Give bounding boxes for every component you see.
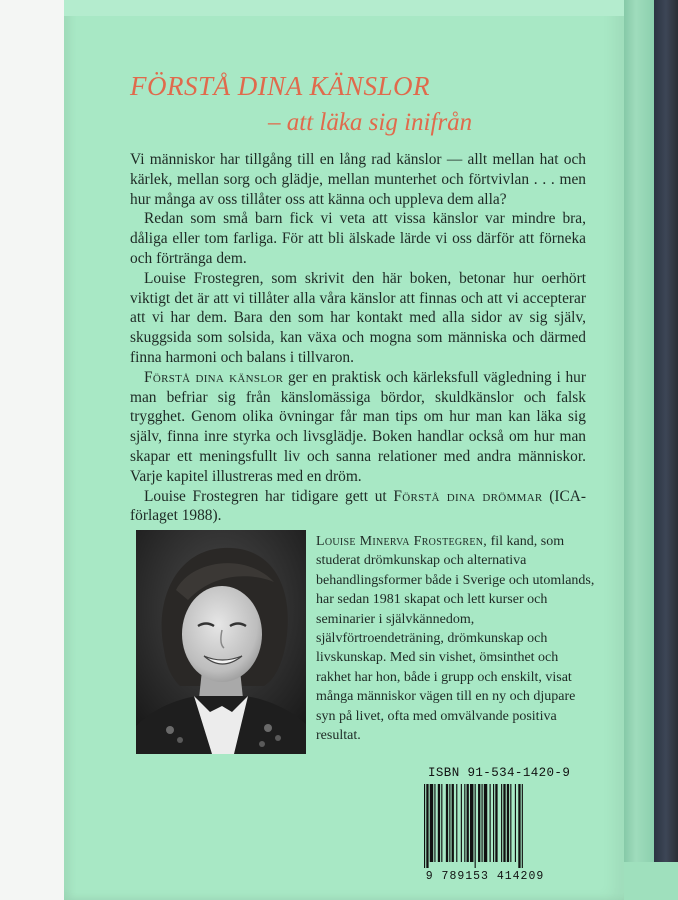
- barcode-bar: [449, 784, 450, 862]
- barcode-bar: [456, 784, 457, 862]
- barcode-bar: [475, 784, 476, 868]
- cover-board-edge: [624, 0, 654, 900]
- barcode-bar: [470, 784, 473, 862]
- barcode-bar: [510, 784, 511, 862]
- author-name: Louise Minerva Frostegren,: [316, 534, 488, 549]
- barcode-bar: [441, 784, 442, 862]
- barcode-bar: [467, 784, 469, 862]
- barcode-bar: [478, 784, 480, 862]
- barcode-bar: [434, 784, 435, 862]
- barcode-bar: [438, 784, 440, 862]
- barcode-bars: [420, 782, 550, 870]
- barcode-bar: [446, 784, 448, 862]
- barcode-bar: [482, 784, 483, 862]
- blurb-paragraph-3: Louise Frostegren, som skrivit den här boken, betonar hur oerhört viktigt det är att vi tillåter alla våra känslor att finnas och att vi accepterar att vi har dem. Bara den som har kontakt med alla sidor av sig själv, skuggsida som solsida, kan växa och mogna som människa och därmed finna harmoni och balans i tillvaron.: [130, 269, 586, 366]
- book-subtitle: – att läka sig inifrån: [268, 109, 473, 136]
- barcode-bar: [495, 784, 497, 862]
- barcode-bar: [522, 784, 523, 868]
- barcode-bar: [515, 784, 516, 862]
- barcode-bar: [461, 784, 462, 862]
- blurb-paragraph-5: [130, 487, 586, 527]
- blurb-paragraph-1: Vi människor har tillgång till en lång rad känslor — allt mellan hat och kärlek, mellan sorg och glädje, mellan munterhet och förtvivlan . . . men hur många av oss tillåter oss att känna och uppleva dem alla?: [130, 151, 586, 208]
- barcode-bar: [518, 784, 520, 868]
- portrait-illustration: [136, 530, 306, 754]
- barcode-bar: [484, 784, 487, 862]
- blurb-paragraph-5-start: Louise Frostegren har tidigare gett ut: [144, 487, 394, 505]
- isbn-number: ISBN 91-534-1420-9: [428, 766, 571, 780]
- cover-top-edge: [64, 0, 624, 16]
- barcode-bar: [501, 784, 502, 862]
- author-bio-text: fil kand, som studerat drömkunskap och alternativa behandlingsformer både i Sverige och utomlands, har sedan 1981 skapat och lett kurser och seminarier i självkännedom, självförtroendeträning, drömkunskap och livskunskap. Med sin vishet, ömsinthet och rakhet har hon, både i grupp och enskilt, visat många människor vägen till en ny och djupare syn på livet, ofta med omvälvande positiva resultat.: [316, 534, 595, 744]
- cover-corner: [624, 862, 678, 900]
- book-spine-binding: [654, 0, 678, 900]
- barcode-bar: [430, 784, 433, 862]
- barcode-bar: [426, 784, 428, 868]
- blurb-text: [130, 150, 586, 526]
- blurb-paragraph-4: [130, 368, 586, 487]
- previous-book-title: Förstå dina drömmar: [393, 487, 543, 505]
- author-bio: [316, 532, 596, 745]
- barcode-bar: [464, 784, 465, 862]
- book-title: FÖRSTÅ DINA KÄNSLOR: [130, 71, 431, 101]
- book-title-inline: Förstå dina känslor: [144, 368, 284, 386]
- page-margin: [0, 0, 64, 900]
- barcode-bar: [493, 784, 494, 862]
- blurb-paragraph-2: Redan som små barn fick vi veta att vissa känslor var mindre bra, dåliga eller tom farliga. För att bli älskade lärde vi oss därför att förneka och förtränga dem.: [130, 210, 586, 267]
- barcode-bar: [503, 784, 505, 862]
- blurb-paragraph-4-text: ger en praktisk och kärleksfull vägledning i hur man befriar sig från känslomässiga bördor, skuldkänslor och falsk trygghet. Genom olika övningar får man tips om hur man kan läka sig själv, finna inre styrka och livsglädje. Boken handlar också om hur man skapar ett meningsfullt liv och sanna relationer med andra människor. Varje kapitel illustreras med en dröm.: [130, 368, 586, 485]
- blurb-paragraph-5-end: (ICA-förlaget 1988).: [130, 487, 586, 525]
- barcode-bar: [424, 784, 425, 868]
- barcode-bar: [452, 784, 454, 862]
- barcode-bar: [490, 784, 491, 862]
- author-portrait: [136, 530, 306, 754]
- barcode-digits: 9 789153 414209: [425, 870, 545, 883]
- barcode-bar: [507, 784, 509, 862]
